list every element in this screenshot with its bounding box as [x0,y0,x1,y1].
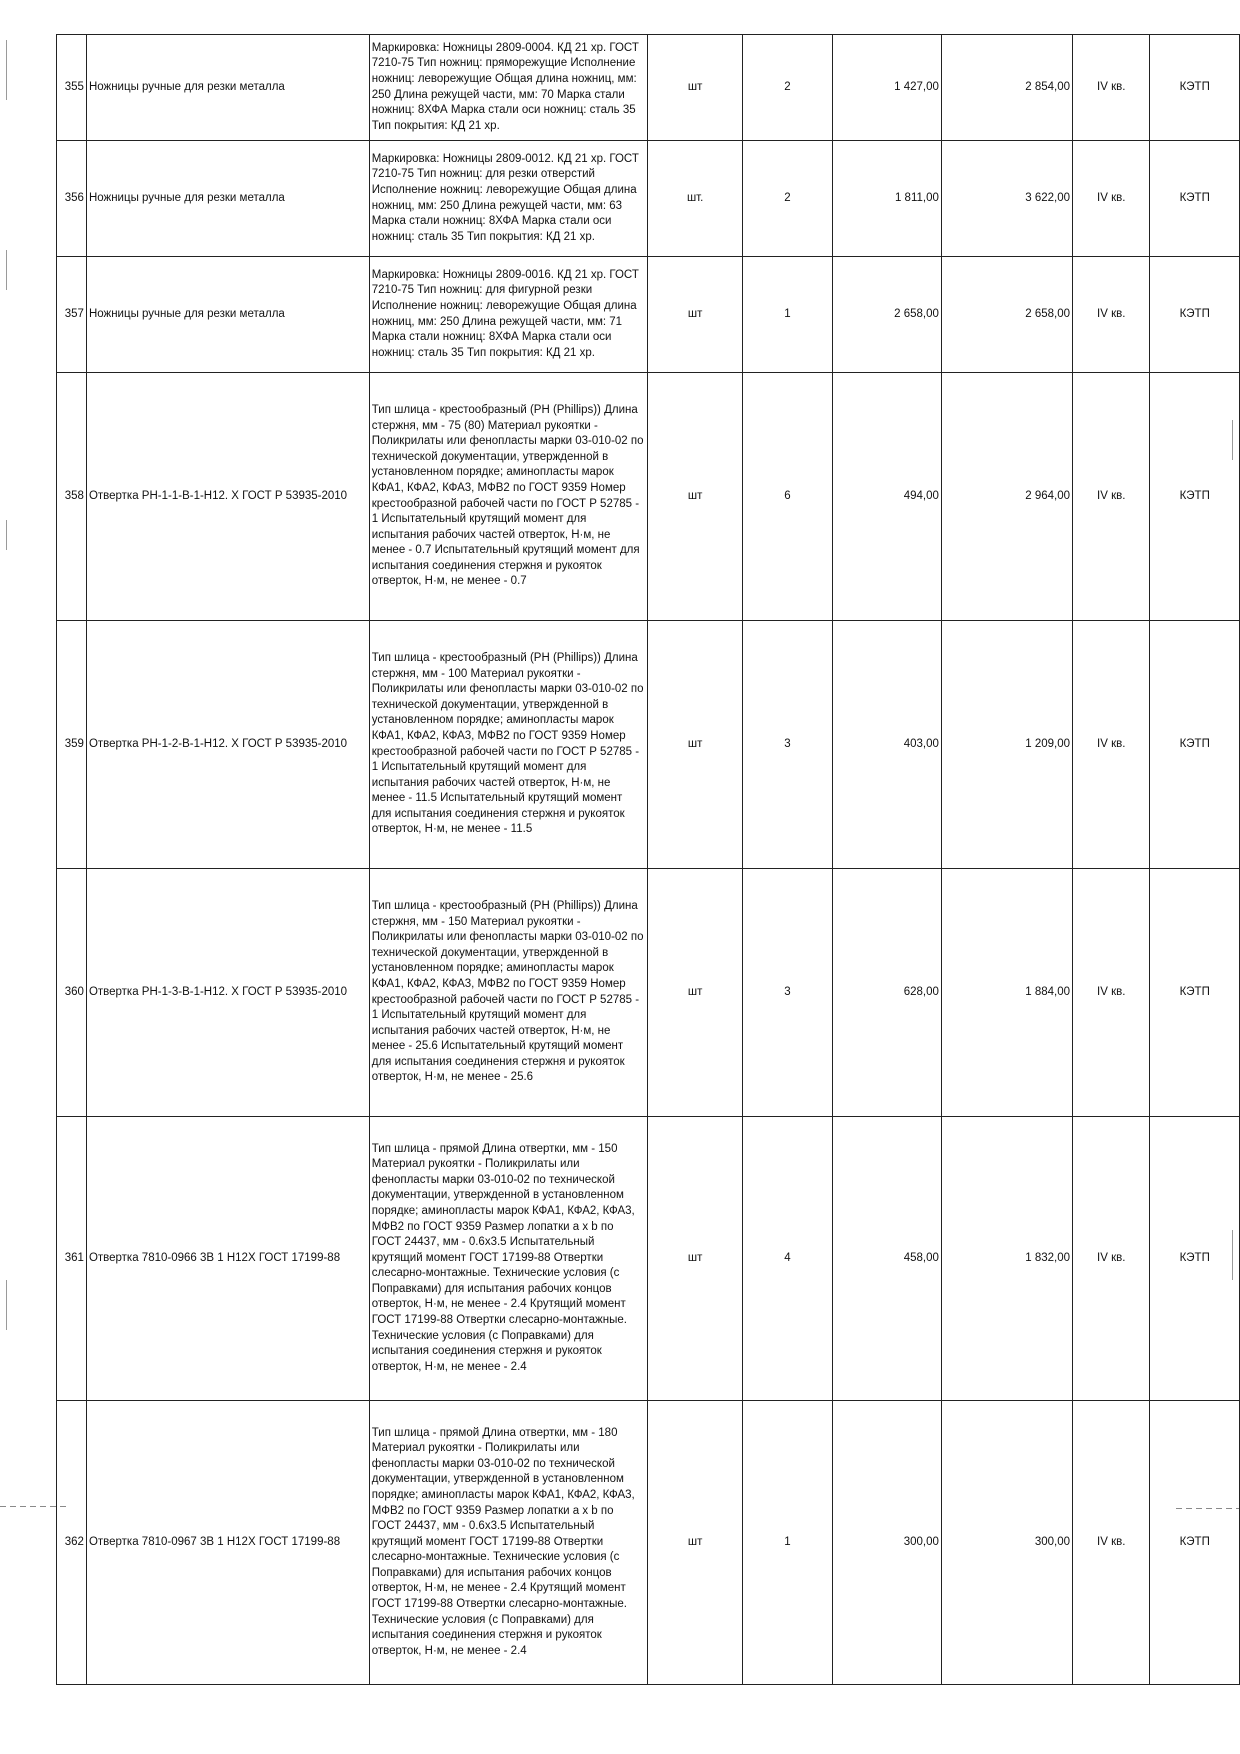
item-description: Тип шлица - крестообразный (PH (Phillips)) Длина стержня, мм - 100 Материал рукоятки - Поликрилаты или фенопласты марки 03-010-02 по технической документации, утвержденной в установленном порядке; аминопласты марок КФА1, КФА2, КФА3, МФВ2 по ГОСТ 9359 Номер крестообразной рабочей части по ГОСТ Р 52785 - 1 Испытательный крутящий момент для испытания рабочих частей отверток, Н·м, не менее - 11.5 Испытательный крутящий момент для испытания соединения стержня и рукояток отверток, Н·м, не менее - 11.5 [369,621,647,869]
item-sum: 300,00 [941,1401,1072,1685]
item-quarter: IV кв. [1073,35,1150,141]
item-unit: шт [648,621,743,869]
item-quarter: IV кв. [1073,869,1150,1117]
item-description: Маркировка: Ножницы 2809-0016. КД 21 хр. ГОСТ 7210-75 Тип ножниц: для фигурной резки Исполнение ножниц: леворежущие Общая длина ножниц, мм: 250 Длина режущей части, мм: 71 Марка стали ножниц: 8ХФА Марка стали оси ножниц: сталь 35 Тип покрытия: КД 21 хр. [369,257,647,373]
item-price: 1 811,00 [832,141,941,257]
item-price: 300,00 [832,1401,941,1685]
item-note: КЭТП [1150,35,1240,141]
item-name: Ножницы ручные для резки металла [86,141,369,257]
specification-table [56,34,1240,1685]
scan-artifact-left-3 [6,520,7,550]
item-sum: 1 884,00 [941,869,1072,1117]
table-row [57,257,1240,373]
scan-artifact-left-4 [6,1280,7,1330]
table-row [57,621,1240,869]
item-name: Отвертка PH-1-1-В-1-Н12. Х ГОСТ Р 53935-2010 [86,373,369,621]
item-name: Ножницы ручные для резки металла [86,257,369,373]
item-description: Тип шлица - прямой Длина отвертки, мм - 180 Материал рукоятки - Поликрилаты или фенопласты марки 03-010-02 по технической документации, утвержденной в установленном порядке; аминопласты марок КФА1, КФА2, КФА3, МФВ2 по ГОСТ 9359 Размер лопатки a x b по ГОСТ 24437, мм - 0.6x3.5 Испытательный крутящий момент ГОСТ 17199-88 Отвертки слесарно-монтажные. Технические условия (с Поправками) для испытания рабочих концов отверток, Н·м, не менее - 2.4 Крутящий момент ГОСТ 17199-88 Отвертки слесарно-монтажные. Технические условия (с Поправками) для испытания соединения стержня и рукояток отверток, Н·м, не менее - 2.4 [369,1401,647,1685]
item-note: КЭТП [1150,869,1240,1117]
row-number: 358 [57,373,87,621]
item-note: КЭТП [1150,373,1240,621]
row-number: 357 [57,257,87,373]
table-row [57,1117,1240,1401]
row-number: 356 [57,141,87,257]
item-sum: 2 658,00 [941,257,1072,373]
item-quantity: 6 [743,373,832,621]
item-quarter: IV кв. [1073,141,1150,257]
item-price: 2 658,00 [832,257,941,373]
item-note: КЭТП [1150,1117,1240,1401]
item-price: 1 427,00 [832,35,941,141]
item-quantity: 2 [743,141,832,257]
item-price: 494,00 [832,373,941,621]
item-note: КЭТП [1150,1401,1240,1685]
item-sum: 3 622,00 [941,141,1072,257]
item-unit: шт [648,35,743,141]
item-name: Ножницы ручные для резки металла [86,35,369,141]
item-description: Маркировка: Ножницы 2809-0004. КД 21 хр. ГОСТ 7210-75 Тип ножниц: пряморежущие Исполнение ножниц: леворежущие Общая длина ножниц, мм: 250 Длина режущей части, мм: 70 Марка стали ножниц: 8ХФА Марка стали оси ножниц: сталь 35 Тип покрытия: КД 21 хр. [369,35,647,141]
item-quarter: IV кв. [1073,621,1150,869]
item-unit: шт. [648,141,743,257]
item-quantity: 4 [743,1117,832,1401]
table-row [57,869,1240,1117]
row-number: 362 [57,1401,87,1685]
table-row [57,1401,1240,1685]
item-unit: шт [648,1401,743,1685]
item-note: КЭТП [1150,257,1240,373]
item-price: 403,00 [832,621,941,869]
item-note: КЭТП [1150,621,1240,869]
item-quantity: 3 [743,869,832,1117]
item-quantity: 1 [743,257,832,373]
item-quarter: IV кв. [1073,257,1150,373]
table-row [57,35,1240,141]
row-number: 355 [57,35,87,141]
table-row [57,141,1240,257]
item-name: Отвертка 7810-0966 3В 1 Н12Х ГОСТ 17199-88 [86,1117,369,1401]
scan-artifact-left-1 [6,40,7,100]
item-unit: шт [648,1117,743,1401]
item-description: Тип шлица - крестообразный (PH (Phillips)) Длина стержня, мм - 75 (80) Материал рукоятки - Поликрилаты или фенопласты марки 03-010-02 по технической документации, утвержденной в установленном порядке; аминопласты марок КФА1, КФА2, КФА3, МФВ2 по ГОСТ 9359 Номер крестообразной рабочей части по ГОСТ Р 52785 - 1 Испытательный крутящий момент для испытания рабочих частей отверток, Н·м, не менее - 0.7 Испытательный крутящий момент для испытания соединения стержня и рукояток отверток, Н·м, не менее - 0.7 [369,373,647,621]
item-sum: 2 854,00 [941,35,1072,141]
item-description: Тип шлица - крестообразный (PH (Phillips)) Длина стержня, мм - 150 Материал рукоятки - Поликрилаты или фенопласты марки 03-010-02 по технической документации, утвержденной в установленном порядке; аминопласты марок КФА1, КФА2, КФА3, МФВ2 по ГОСТ 9359 Номер крестообразной рабочей части по ГОСТ Р 52785 - 1 Испытательный крутящий момент для испытания рабочих частей отверток, Н·м, не менее - 25.6 Испытательный крутящий момент для испытания соединения стержня и рукояток отверток, Н·м, не менее - 25.6 [369,869,647,1117]
item-name: Отвертка PH-1-2-В-1-Н12. Х ГОСТ Р 53935-2010 [86,621,369,869]
row-number: 360 [57,869,87,1117]
item-name: Отвертка 7810-0967 3В 1 Н12Х ГОСТ 17199-88 [86,1401,369,1685]
item-unit: шт [648,869,743,1117]
item-unit: шт [648,257,743,373]
item-sum: 2 964,00 [941,373,1072,621]
item-unit: шт [648,373,743,621]
item-description: Тип шлица - прямой Длина отвертки, мм - 150 Материал рукоятки - Поликрилаты или фенопласты марки 03-010-02 по технической документации, утвержденной в установленном порядке; аминопласты марок КФА1, КФА2, КФА3, МФВ2 по ГОСТ 9359 Размер лопатки a x b по ГОСТ 24437, мм - 0.6x3.5 Испытательный крутящий момент ГОСТ 17199-88 Отвертки слесарно-монтажные. Технические условия (с Поправками) для испытания рабочих концов отверток, Н·м, не менее - 2.4 Крутящий момент ГОСТ 17199-88 Отвертки слесарно-монтажные. Технические условия (с Поправками) для испытания соединения стержня и рукояток отверток, Н·м, не менее - 2.4 [369,1117,647,1401]
item-sum: 1 209,00 [941,621,1072,869]
item-quantity: 3 [743,621,832,869]
item-price: 628,00 [832,869,941,1117]
item-quarter: IV кв. [1073,1117,1150,1401]
item-note: КЭТП [1150,141,1240,257]
scan-artifact-left-2 [6,250,7,290]
item-sum: 1 832,00 [941,1117,1072,1401]
item-name: Отвертка PH-1-3-В-1-Н12. Х ГОСТ Р 53935-2010 [86,869,369,1117]
item-quantity: 2 [743,35,832,141]
row-number: 361 [57,1117,87,1401]
item-description: Маркировка: Ножницы 2809-0012. КД 21 хр. ГОСТ 7210-75 Тип ножниц: для резки отверстий Исполнение ножниц: леворежущие Общая длина ножниц, мм: 250 Длина режущей части, мм: 63 Марка стали ножниц: 8ХФА Марка стали оси ножниц: сталь 35 Тип покрытия: КД 21 хр. [369,141,647,257]
item-quarter: IV кв. [1073,1401,1150,1685]
item-quantity: 1 [743,1401,832,1685]
item-quarter: IV кв. [1073,373,1150,621]
item-price: 458,00 [832,1117,941,1401]
table-row [57,373,1240,621]
row-number: 359 [57,621,87,869]
